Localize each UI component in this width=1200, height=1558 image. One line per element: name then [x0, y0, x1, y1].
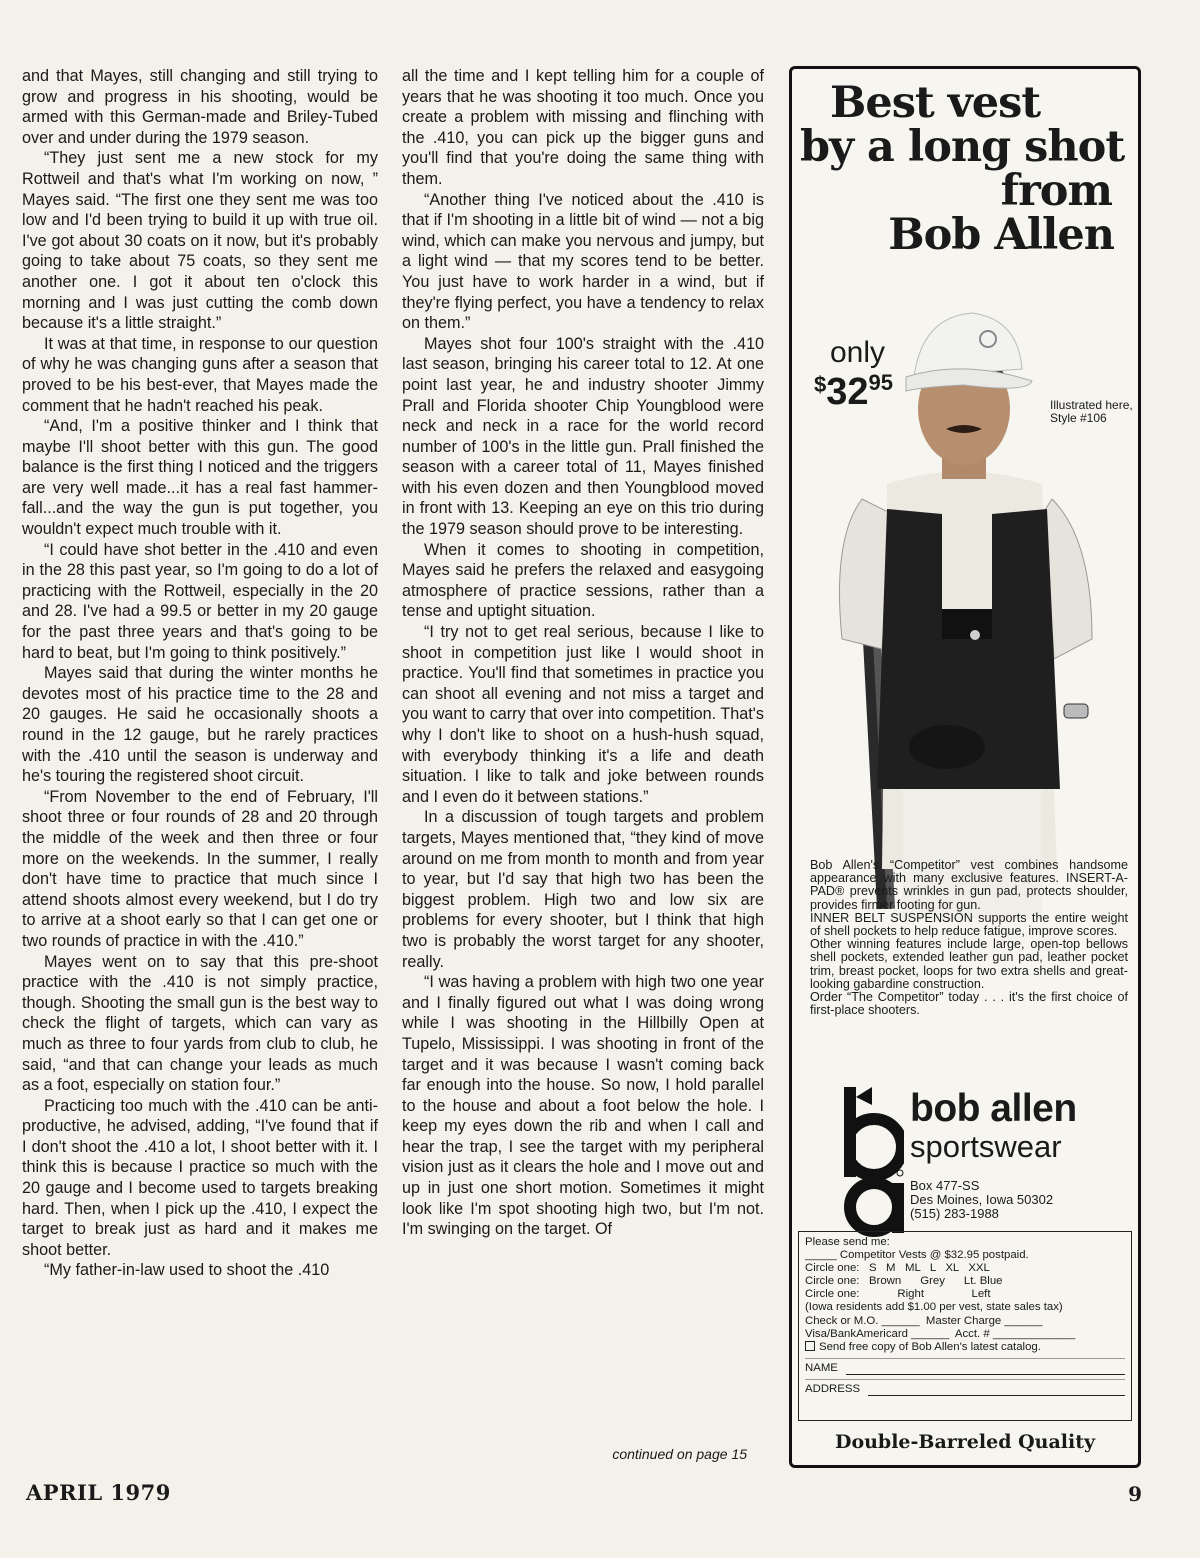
- advertisement: [789, 66, 1141, 1468]
- coupon-line: Circle one: S M ML L XL XXL: [805, 1262, 990, 1275]
- ad-headline-line: from: [1000, 166, 1112, 216]
- ad-copy-paragraph: INNER BELT SUSPENSION supports the entire weight of shell pockets to help reduce fatigue, improve scores.: [810, 910, 1128, 939]
- coupon-line: Visa/BankAmericard ______ Acct. # _____________: [805, 1327, 1076, 1340]
- ad-copy-paragraph: Order “The Competitor” today . . . it's the first choice of first-place shooters.: [810, 990, 1128, 1018]
- address-label: ADDRESS: [805, 1382, 861, 1395]
- ad-headline-line: Bob Allen: [888, 210, 1114, 260]
- paragraph: Mayes shot four 100's straight with the .410 last season, bringing his career total to 12. At one point last year, he and industry shooter Jimmy Prall and Florida shooter Chip Youngblood were neck and neck in a race for the world record number of 100's in the little gun. Prall finished the season with a career total of 11, Mayes finished with his even dozen and then Youngblood moved in front with 13. Keeping an eye on this trio during the 1979 season should prove to be interesting.: [402, 334, 764, 539]
- ad-headline-line: Best vest: [830, 78, 1041, 128]
- paragraph: Practicing too much with the .410 can be anti-productive, he advised, adding, “I've found that if I don't shoot the .410 a lot, I shoot better with it. I think this is because I practice so much with the 20 gauge and I become used to targets breaking hard. Then, when I pick up the .410, I expect the target to break just as hard and it makes me shoot better.: [22, 1096, 378, 1259]
- coupon-line: (Iowa residents add $1.00 per vest, state sales tax): [805, 1301, 1063, 1314]
- paragraph: “And, I'm a positive thinker and I think that maybe I'll shoot better with this gun. The good balance is the first thing I noticed and the triggers are very well made...it has a real fast hammer-fall...and the way the gun is put together, you wouldn't expect much trouble with it.: [22, 417, 378, 539]
- paragraph: It was at that time, in response to our question of why he was changing guns after a season that proved to be his best-ever, that Mayes made the comment that he hadn't reached his peak.: [22, 334, 378, 415]
- ad-headline-line: by a long shot: [800, 122, 1125, 172]
- ad-copy: [810, 859, 1128, 1017]
- coupon-line: Circle one: Brown Grey Lt. Blue: [805, 1275, 1003, 1288]
- address-line: Box 477-SS: [910, 1178, 980, 1193]
- ad-copy-paragraph: Bob Allen's “Competitor” vest combines handsome appearance with many exclusive features. INSERT-A-PAD® prevents wrinkles in gun pad, protects shoulder, provides firmer footing for gun.: [810, 858, 1128, 912]
- checkbox-icon: [805, 1341, 815, 1351]
- brand-address: [910, 1179, 1053, 1221]
- order-coupon: [798, 1231, 1132, 1421]
- paragraph: and that Mayes, still changing and still trying to grow and progress in his shooting, would be armed with this German-made and Briley-Tubed over and under during the 1979 season.: [22, 67, 378, 147]
- paragraph: In a discussion of tough targets and problem targets, Mayes mentioned that, “they kind of move around on me from month to month and from year to year, but I'd say that high two has been the biggest problem. High two and low six are problems for every shooter, but I think that high two is probably the worst target for any shooter, really.: [402, 808, 764, 971]
- bob-allen-logo-icon: [844, 1087, 904, 1237]
- catalog-label: Send free copy of Bob Allen's latest catalog.: [819, 1340, 1041, 1353]
- article-column-1: [22, 66, 378, 1281]
- address-field: [805, 1379, 1125, 1396]
- paragraph: “My father-in-law used to shoot the .410: [44, 1261, 330, 1280]
- name-label: NAME: [805, 1361, 838, 1374]
- price-currency: $: [814, 372, 827, 397]
- paragraph: When it comes to shooting in competition, Mayes said he prefers the relaxed and easygoing atmosphere of practice sessions, rather than a tense and uptight situation.: [402, 540, 764, 621]
- brand-name: bob allen: [910, 1087, 1077, 1130]
- ad-headline: [792, 78, 1138, 260]
- paragraph: Mayes went on to say that this pre-shoot practice with the .410 is not simply practice, though. Shooting the small gun is the best way to check the flight of targets, which can vary as much as three to four yards from club to club, he said, “and that can change your leads as much as a foot, especially on station four.”: [22, 952, 378, 1095]
- coupon-line: Check or M.O. ______ Master Charge ______: [805, 1314, 1043, 1327]
- coupon-line: Please send me:: [805, 1236, 890, 1248]
- address-line: Des Moines, Iowa 50302: [910, 1192, 1054, 1207]
- article-column-2: [402, 66, 764, 1240]
- price-prefix: only: [830, 336, 886, 369]
- paragraph: “I could have shot better in the .410 and even in the 28 this past year, so I'm going to do a lot of practicing with the Rottweil, especially in the 20 and 28. I've had a 99.5 or better in my 20 gauge for the past three years and that's going to be hard to beat, but I'm going to think positively.”: [22, 540, 378, 662]
- price: [814, 370, 893, 414]
- ad-tagline: Double-Barreled Quality: [834, 1431, 1096, 1453]
- paragraph: “They just sent me a new stock for my Rottweil and that's what I'm working on now, ” Mayes said. “The first one they sent me was too low and I'd been trying to build it up with true oil. I've got about 30 coats on it now, but it's probably going to take about 75 coats, so they sent me another one. I got it about ten o'clock this morning and I was just cutting the comb down because it's a little straight.”: [22, 149, 378, 333]
- paragraph: “I try not to get real serious, because I like to shoot in competition just like I would shoot in practice. You'll find that sometimes in practice you can shoot all evening and not miss a target and you want to carry that over into competition. That's why I don't like to shoot on a hush-hush squad, with everybody thinking it's a life and death situation. I like to talk and joke between rounds and I even do it between stations.”: [402, 623, 764, 806]
- paragraph: “I was having a problem with high two one year and I finally figured out what I was doing wrong while I was shooting in the Hillbilly Open at Tupelo, Mississippi. I was shooting in front of the target and it was because I wasn't coming back far enough into the house. So now, I hold parallel to the house and about a foot below the hole. I keep my eyes down the rib and when I call and hear the trap, I see the target with my peripheral vision just as it clears the hole and I move out and up in just one short motion. Sometimes it might look like I'm spot shooting high two, but I'm not. I'm swinging on the target. Of: [402, 973, 764, 1239]
- brand-subtitle: sportswear: [910, 1129, 1062, 1164]
- paragraph: “Another thing I've noticed about the .410 is that if I'm shooting in a little bit of wind — not a big wind, which can make you nervous and jumpy, but a light wind — that my scores tend to be better. You just have to work harder in a wind, but if they're flying perfect, you have a tendency to relax on them.”: [402, 190, 764, 333]
- paragraph: “From November to the end of February, I'll shoot three or four rounds of 28 and 20 through the middle of the week and then three or four more on the weekends. In the summer, I really don't have time to practice that much since I attend shoots almost every weekend, but I do try to arrive at a shoot early so that I can get one or two rounds of practice in with the .410.”: [22, 787, 378, 950]
- coupon-line: Circle one: Right Left: [805, 1288, 991, 1301]
- issue-date: APRIL 1979: [26, 1480, 171, 1505]
- address-rule: [868, 1384, 1125, 1396]
- catalog-option: [805, 1341, 1125, 1354]
- coupon-line: _____ Competitor Vests @ $32.95 postpaid.: [805, 1249, 1029, 1262]
- name-field: [805, 1358, 1125, 1375]
- style-caption: Illustrated here, Style #106: [1050, 398, 1133, 425]
- ad-copy-paragraph: Other winning features include large, open-top bellows shell pockets, extended leather gun pad, leather pocket trim, breast pocket, loops for two extra shells and great-looking gabardine construction.: [810, 937, 1128, 991]
- paragraph: all the time and I kept telling him for a couple of years that he was shooting it too much. Once you create a problem with missing and flinching with the .410, you can pick up the bigger guns and you'll find that you're doing the same thing with them.: [402, 67, 764, 188]
- name-rule: [846, 1363, 1125, 1375]
- price-dollars: 32: [826, 371, 869, 413]
- continued-note: continued on page 15: [612, 1446, 747, 1462]
- paragraph: Mayes said that during the winter months he devotes most of his practice time to the 28 and 20 gauges. He said he occasionally shoots a round in the 12 gauge, but he rarely practices with the .410 until the season is underway and he's touring the registered shoot circuit.: [22, 664, 378, 786]
- page-number: 9: [1128, 1482, 1142, 1506]
- address-line: (515) 283-1988: [910, 1206, 999, 1221]
- price-cents: 95: [868, 370, 894, 395]
